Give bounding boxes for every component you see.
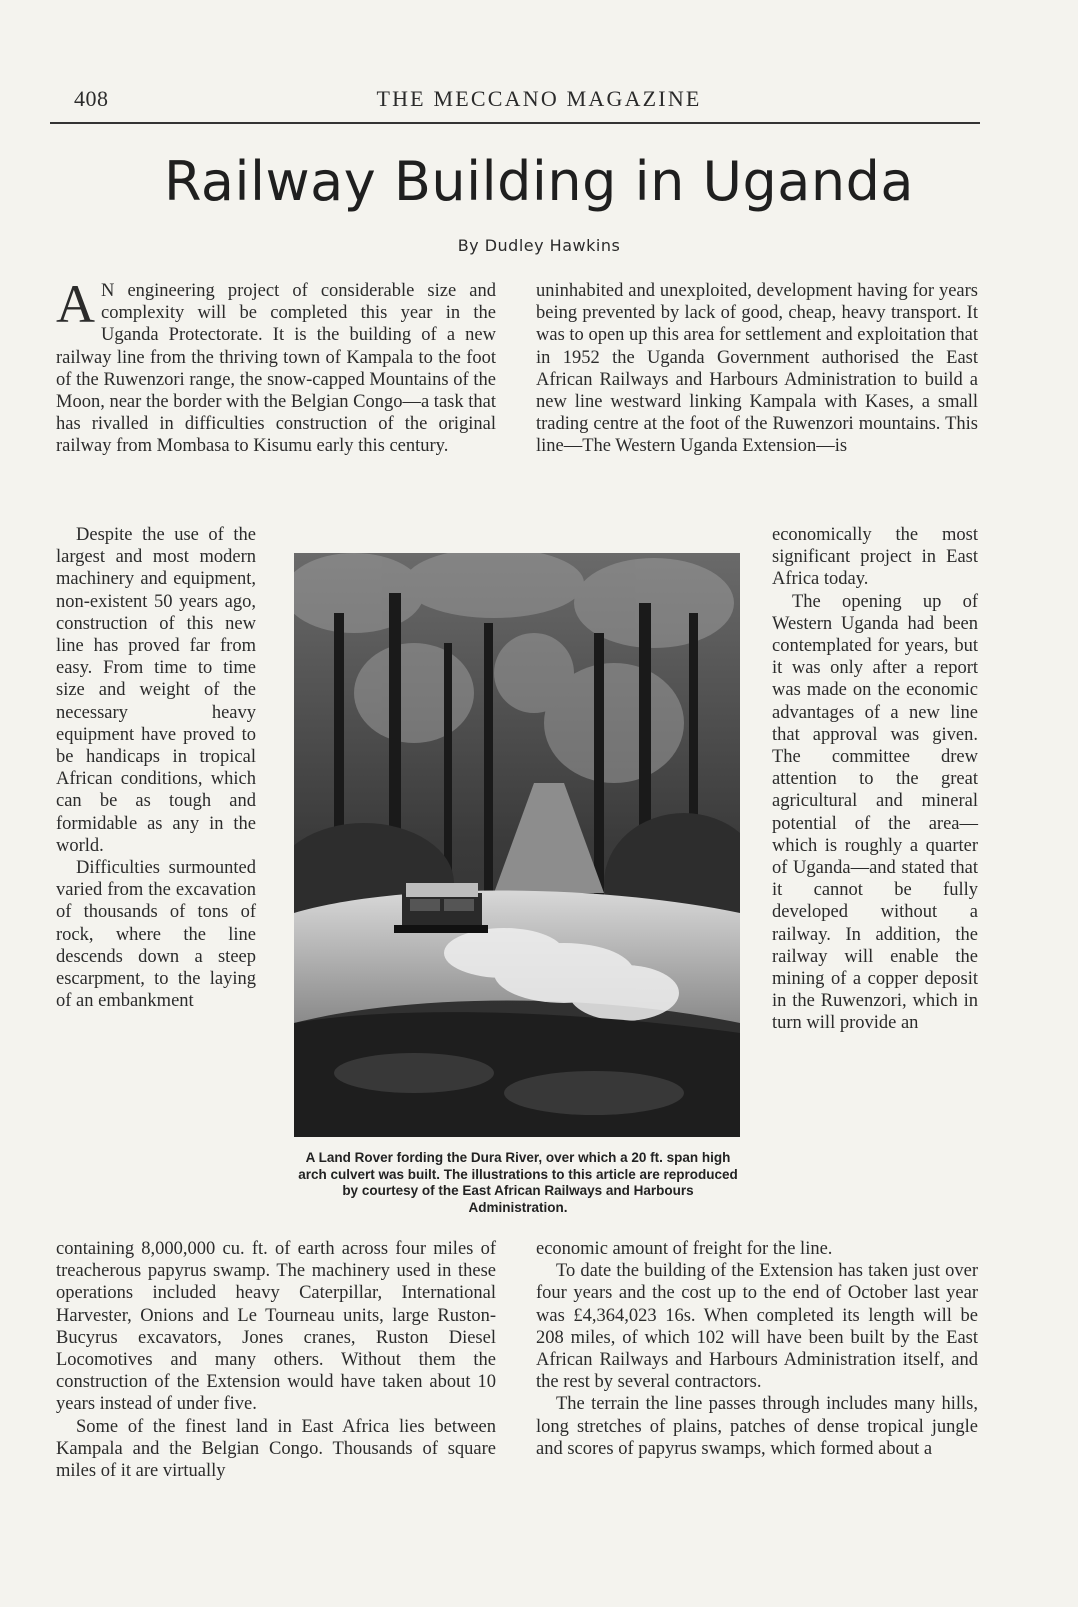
right-column-top <box>536 280 978 458</box>
land-rover-shape <box>394 883 488 933</box>
paragraph-difficulties-continued: containing 8,000,000 cu. ft. of earth across four miles of treacherous papyrus swamp. The machinery used in these operations included heavy Caterpillar, International Harvester, Onions and Le Tourneau units, large Ruston-Bucyrus excavators, Jones cranes, Ruston Diesel Locomotives and many others. Without them the construction of the Extension would have taken about 10 years instead of under five. <box>56 1239 496 1415</box>
left-column-bottom <box>56 1238 496 1482</box>
paragraph-despite: Despite the use of the largest and most modern machinery and equipment, non-existent 50 years ago, construction of this new line has proved far from easy. From time to time size and weight of the necessary heavy equipment have proved to be handicaps in tropical African conditions, which can be as tough and formidable as any in the world. <box>56 525 256 856</box>
paragraph-freight: economic amount of freight for the line. <box>536 1239 833 1259</box>
paragraph-opening-up: The opening up of Western Uganda had been contemplated for years, but it was only after a report was made on the economic advantages of a new line that approval was given. The committee drew attention to the great agricultural and mineral potential of the area—which is roughly a quarter of Uganda—and stated that it cannot be fully developed without a railway. In addition, the railway will enable the mining of a copper deposit in the Ruwenzori, which in turn will provide an <box>772 591 978 1034</box>
paragraph-difficulties: Difficulties surmounted varied from the excavation of thousands of tons of rock, where the line descends down a steep escarpment, to the laying of an embankment <box>56 858 256 1012</box>
photo-caption: A Land Rover fording the Dura River, over which a 20 ft. span high arch culvert was built. The illustrations to this article are reproduced by courtesy of the East African Railways and Harbours Administration. <box>298 1150 738 1215</box>
paragraph-terrain: The terrain the line passes through includes many hills, long stretches of plains, patches of dense tropical jungle and scores of papyrus swamps, which formed about a <box>536 1394 978 1459</box>
paragraph-to-date: To date the building of the Extension has taken just over four years and the cost up to the end of October last year was £4,364,023 16s. When completed its length will be 208 miles, of which 102 will have been built by the East African Railways and Harbours Administration itself, and the rest by several contractors. <box>536 1261 978 1393</box>
right-column-narrow <box>772 524 978 1035</box>
header-rule <box>50 122 980 124</box>
paragraph-finest-land: Some of the finest land in East Africa lies between Kampala and the Belgian Congo. Thousands of square miles of it are virtually <box>56 1416 496 1482</box>
drop-cap: A <box>56 274 95 334</box>
right-column-bottom <box>536 1238 978 1460</box>
paragraph-economically: economically the most significant project in East Africa today. <box>772 525 978 590</box>
article-title: Railway Building in Uganda <box>164 150 914 213</box>
byline: By Dudley Hawkins <box>457 236 621 255</box>
paragraph-intro <box>56 274 496 458</box>
paragraph-uninhabited: uninhabited and unexploited, development having for years being prevented by lack of good, cheap, heavy transport. It was to open up this area for settlement and exploitation that in 1952 the Uganda Government authorised the East African Railways and Harbours Administration to build a new line westward linking Kampala with Kases, a small trading centre at the foot of the Ruwenzori mountains. This line—The Western Uganda Extension—is <box>536 281 978 457</box>
page-number: 408 <box>74 86 109 111</box>
photo-illustration <box>294 553 740 1137</box>
paragraph-intro-text: N engineering project of considerable size and complexity will be completed this year in the Uganda Protectorate. It is the building of a new railway line from the thriving town of Kampala to the foot of the Ruwenzori range, the snow-capped Mountains of the Moon, near the border with the Belgian Congo—a task that has rivalled in difficulties construction of the original railway from Mombasa to Kisumu early this century. <box>56 281 496 457</box>
left-column-narrow <box>56 524 256 1012</box>
land-rover-photo <box>294 553 740 1137</box>
left-column-top <box>56 274 496 458</box>
magazine-header: THE MECCANO MAGAZINE <box>376 86 702 111</box>
